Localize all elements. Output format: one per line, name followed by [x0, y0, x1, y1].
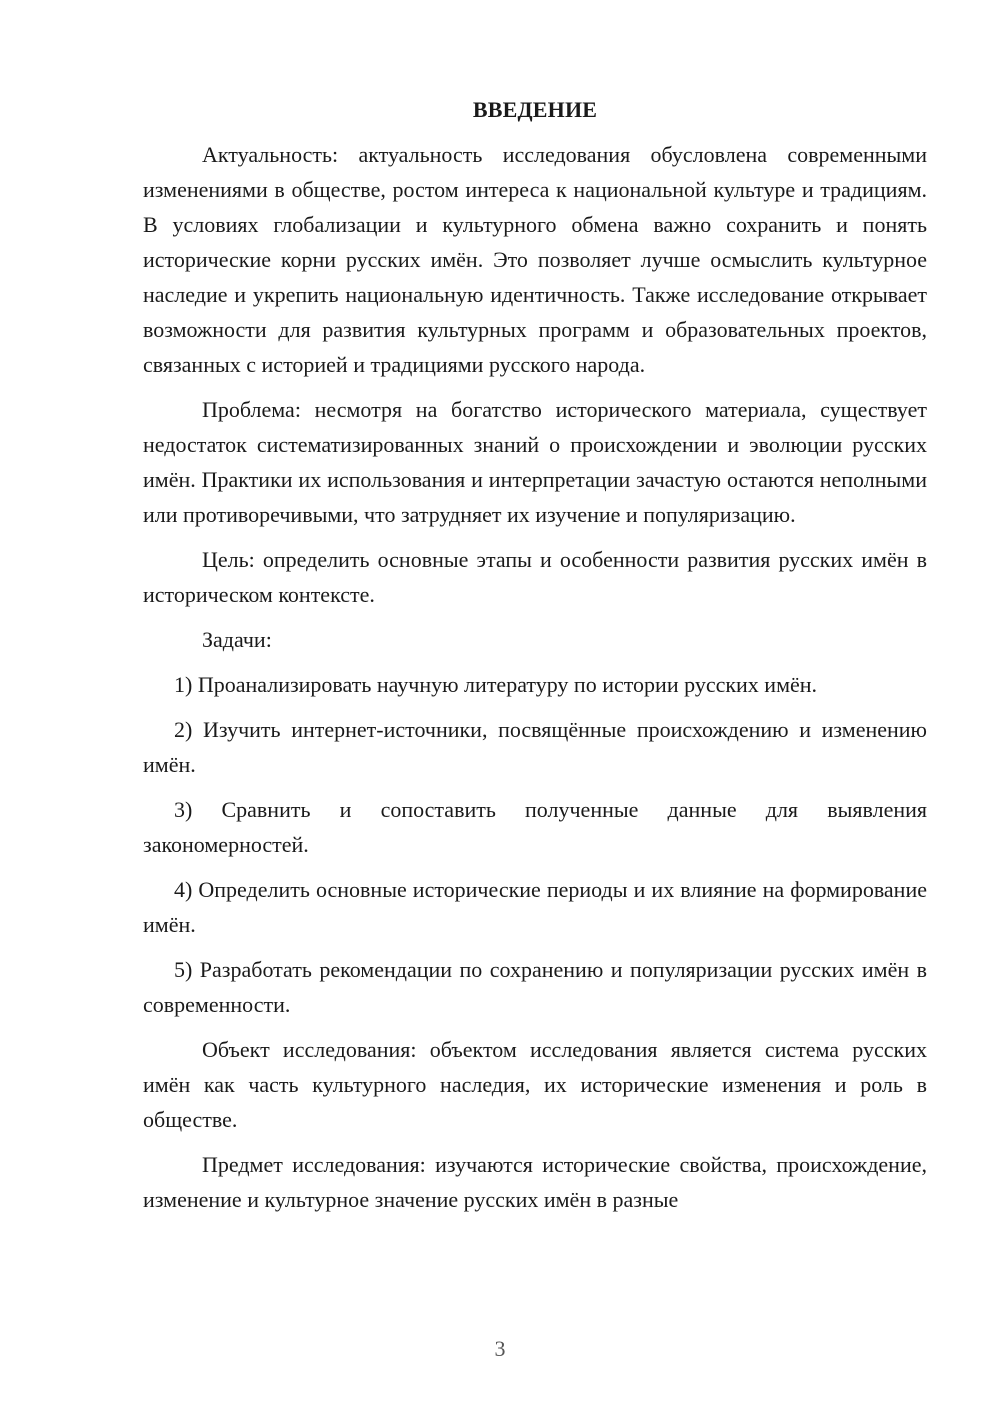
task-item: 1) Проанализировать научную литературу по истории русских имён. [174, 672, 818, 697]
task-item: 4) Определить основные исторические периоды и их влияние на формирование имён. [143, 877, 927, 937]
page-title: ВВЕДЕНИЕ [472, 97, 598, 122]
goal-paragraph: Цель: определить основные этапы и особенности развития русских имён в историческом контексте. [143, 547, 927, 607]
problem-paragraph: Проблема: несмотря на богатство исторического материала, существует недостаток систематизированных знаний о происхождении и эволюции русских имён. Практики их использования и интерпретации зачастую остаются неполными или противоречивыми, что затрудняет их изучение и популяризацию. [143, 397, 927, 527]
subject-paragraph: Предмет исследования: изучаются исторические свойства, происхождение, изменение и культурное значение русских имён в разные [143, 1152, 927, 1212]
tasks-heading: Задачи: [202, 627, 272, 652]
page-number: 3 [494, 1336, 506, 1361]
relevance-paragraph: Актуальность: актуальность исследования обусловлена современными изменениями в обществе, ростом интереса к национальной культуре и традициям. В условиях глобализации и культурного обмена важно сохранить и понять исторические корни русских имён. Это позволяет лучше осмыслить культурное наследие и укрепить национальную идентичность. Также исследование открывает возможности для развития культурных программ и образовательных проектов, связанных с историей и традициями русского народа. [143, 142, 927, 377]
page-content [143, 92, 927, 1227]
task-item: 3) Сравнить и сопоставить полученные данные для выявления закономерностей. [143, 797, 927, 857]
object-paragraph: Объект исследования: объектом исследования является система русских имён как часть культурного наследия, их исторические изменения и роль в обществе. [143, 1037, 927, 1132]
task-item: 5) Разработать рекомендации по сохранению и популяризации русских имён в современности. [143, 957, 927, 1017]
task-item: 2) Изучить интернет-источники, посвящённые происхождению и изменению имён. [143, 717, 927, 777]
